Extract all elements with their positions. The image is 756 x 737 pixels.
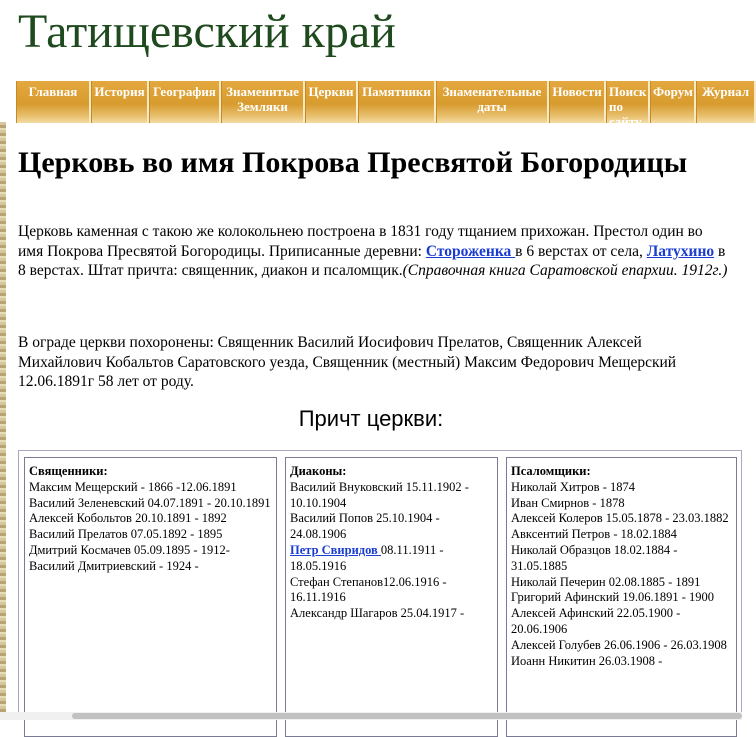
nav-item-journal[interactable]: Журнал bbox=[696, 81, 756, 123]
description-text-1: Церковь каменная с такою же колокольнею построена в 1831 году тщанием прихожан. Престол один во имя Покрова Пресвятой Богородицы. Приписанные деревни: bbox=[18, 223, 703, 260]
nav-item-monuments[interactable]: Памятники bbox=[358, 81, 436, 123]
nav-item-churches[interactable]: Церкви bbox=[305, 81, 358, 123]
scrollbar-thumb[interactable] bbox=[72, 713, 742, 719]
description-text-2: в 6 верстах от села, bbox=[515, 242, 647, 260]
list-item: Авксентий Петров - 18.02.1884 bbox=[511, 527, 677, 542]
source-citation: (Справочная книга Саратовской епархии. 1912г.) bbox=[402, 262, 728, 279]
nav-item-memorable-dates[interactable]: Знаменательные даты bbox=[436, 81, 549, 123]
horizontal-scrollbar[interactable] bbox=[0, 712, 742, 720]
list-item: Василий Попов 25.10.1904 - 24.08.1906 bbox=[290, 511, 440, 542]
nav-item-famous-people[interactable]: Знаменитые Земляки bbox=[221, 81, 305, 123]
list-item: Дмитрий Космачев 05.09.1895 - 1912- bbox=[29, 542, 230, 557]
list-item: Василий Зеленевский 04.07.1891 - 20.10.1891 bbox=[29, 495, 271, 510]
list-item: Николай Печерин 02.08.1885 - 1891 bbox=[511, 574, 701, 589]
list-item: Иван Смирнов - 1878 bbox=[511, 495, 625, 510]
priests-column bbox=[24, 457, 277, 737]
nav-item-home[interactable]: Главная bbox=[16, 81, 91, 123]
nav-item-geography[interactable]: География bbox=[149, 81, 221, 123]
list-item: Иоанн Никитин 26.03.1908 - bbox=[511, 653, 663, 668]
village-link-storozhenka[interactable]: Стороженка bbox=[425, 242, 516, 260]
list-item: Алексей Афинский 22.05.1900 - 20.06.1906 bbox=[511, 606, 681, 636]
deacon-dates: 08.11.1911 - 18.05.1916 bbox=[290, 542, 444, 573]
list-item: Василий Прелатов 07.05.1892 - 1895 bbox=[29, 527, 223, 542]
burials-paragraph: В ограде церкви похоронены: Священник Василий Иосифович Прелатов, Священник Алексей Михайлович Кобальтов Саратовского уезда, Священник (местный) Максим Федорович Мещерский 12.06.1891г 58 лет от роду. bbox=[18, 334, 677, 390]
psalmists-title: Псаломщики: bbox=[511, 464, 591, 478]
village-link-latukhino[interactable]: Латухино bbox=[646, 242, 715, 260]
list-item: Алексей Колеров 15.05.1878 - 23.03.1882 bbox=[511, 511, 729, 526]
priests-title: Священники: bbox=[29, 464, 108, 478]
list-item: Алексей Кобольтов 20.10.1891 - 1892 bbox=[29, 511, 227, 526]
list-item: Александр Шагаров 25.04.1917 - bbox=[290, 606, 465, 621]
clergy-heading: Причт церкви: bbox=[298, 406, 444, 431]
deacons-column bbox=[285, 457, 498, 737]
description-text-3: в 8 верстах. Штат причта: священник, диакон и псаломщик. bbox=[18, 242, 726, 279]
list-item: Максим Мещерский - 1866 -12.06.1891 bbox=[29, 479, 237, 494]
list-item: Николай Хитров - 1874 bbox=[511, 479, 635, 494]
psalmists-column bbox=[506, 457, 737, 737]
deacon-link-sviridov[interactable]: Петр Свиридов bbox=[290, 542, 381, 557]
deacons-title: Диаконы: bbox=[290, 464, 347, 478]
list-item: Василий Внуковский 15.11.1902 - 10.10.1904 bbox=[290, 479, 469, 510]
page-heading: Церковь во имя Покрова Пресвятой Богородицы bbox=[18, 146, 688, 179]
church-description bbox=[18, 222, 728, 281]
site-title: Татищевский край bbox=[18, 5, 396, 58]
nav-item-search[interactable]: Поиск по сайту bbox=[606, 81, 650, 123]
main-nav bbox=[16, 81, 749, 129]
list-item: Николай Образцов 18.02.1884 - 31.05.1885 bbox=[511, 542, 678, 573]
nav-item-news[interactable]: Новости bbox=[549, 81, 606, 123]
nav-item-history[interactable]: История bbox=[91, 81, 149, 123]
list-item: Василий Дмитриевский - 1924 - bbox=[29, 558, 199, 573]
list-item bbox=[290, 543, 493, 575]
list-item: Алексей Голубев 26.06.1906 - 26.03.1908 bbox=[511, 637, 727, 652]
list-item: Стефан Степанов12.06.1916 - 16.11.1916 bbox=[290, 574, 447, 605]
clergy-table bbox=[18, 450, 742, 720]
list-item: Григорий Афинский 19.06.1891 - 1900 bbox=[511, 590, 715, 605]
nav-item-forum[interactable]: Форум bbox=[650, 81, 696, 123]
